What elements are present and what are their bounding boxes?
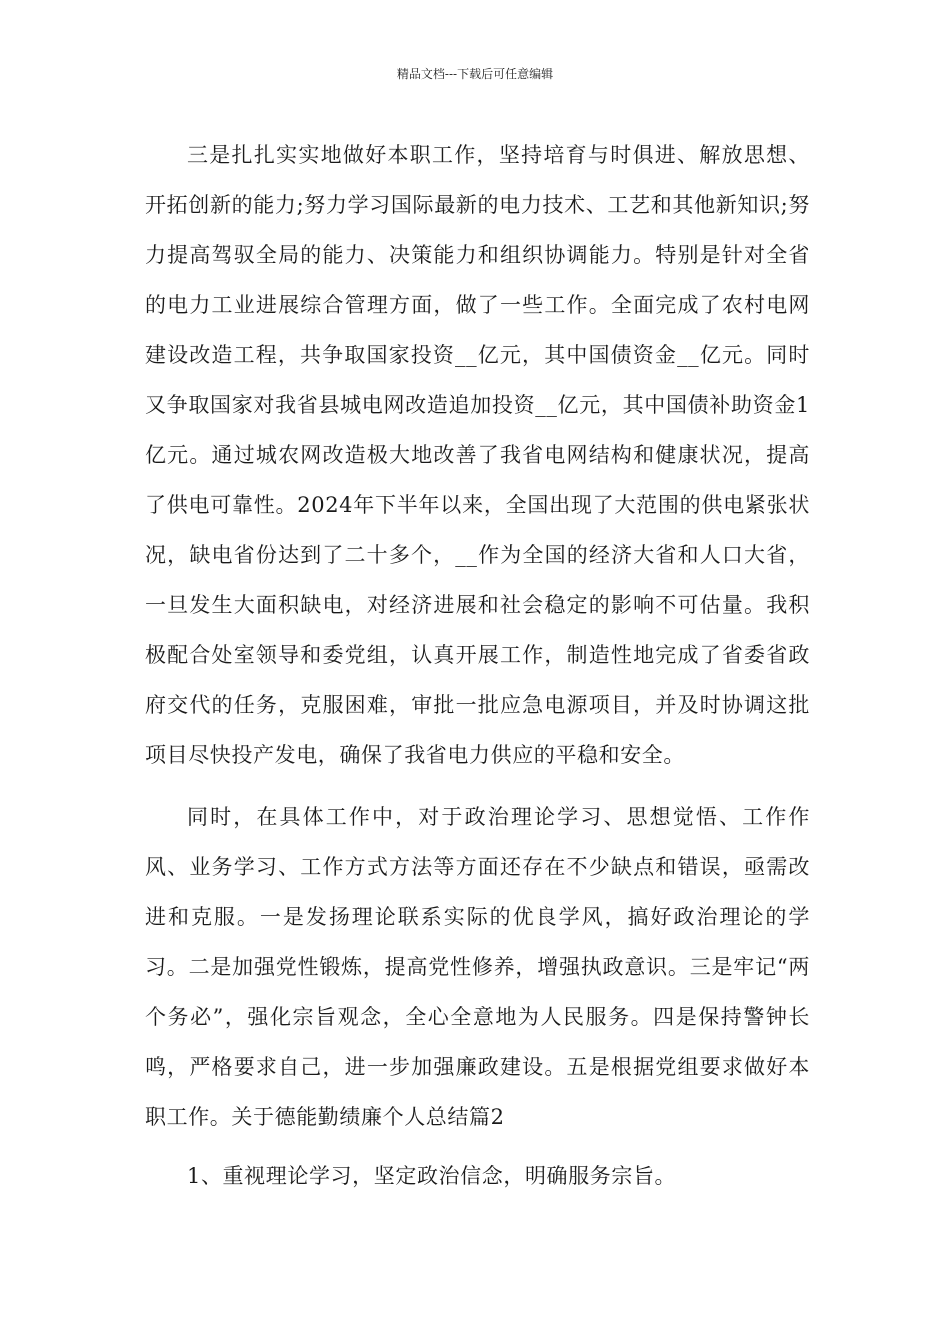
page-header: 精品文档---下载后可任意编辑 (396, 67, 554, 81)
document-body (145, 130, 810, 1210)
paragraph: 三是扎扎实实地做好本职工作，坚持培育与时俱进、解放思想、开拓创新的能力;努力学习国际最新的电力技术、工艺和其他新知识;努力提高驾驭全局的能力、决策能力和组织协调能力。特别是针对全省的电力工业进展综合管理方面，做了一些工作。全面完成了农村电网建设改造工程，共争取国家投资__亿元，其中国债资金__亿元。同时又争取国家对我省县城电网改造追加投资__亿元，其中国债补助资金1亿元。通过城农网改造极大地改善了我省电网结构和健康状况，提高了供电可靠性。2024年下半年以来，全国出现了大范围的供电紧张状况，缺电省份达到了二十多个，__作为全国的经济大省和人口大省，一旦发生大面积缺电，对经济进展和社会稳定的影响不可估量。我积极配合处室领导和委党组，认真开展工作，制造性地完成了省委省政府交代的任务，克服困难，审批一批应急电源项目，并及时协调这批项目尽快投产发电，确保了我省电力供应的平稳和安全。 (145, 143, 810, 767)
paragraph: 同时，在具体工作中，对于政治理论学习、思想觉悟、工作作风、业务学习、工作方式方法等方面还存在不少缺点和错误，亟需改进和克服。一是发扬理论联系实际的优良学风，搞好政治理论的学习。二是加强党性锻炼，提高党性修养，增强执政意识。三是牢记“两个务必”，强化宗旨观念，全心全意地为人民服务。四是保持警钟长鸣，严格要求自己，进一步加强廉政建设。五是根据党组要求做好本职工作。关于德能勤绩廉个人总结篇2 (145, 805, 810, 1129)
paragraph: 1、重视理论学习，坚定政治信念，明确服务宗旨。 (187, 1164, 677, 1188)
